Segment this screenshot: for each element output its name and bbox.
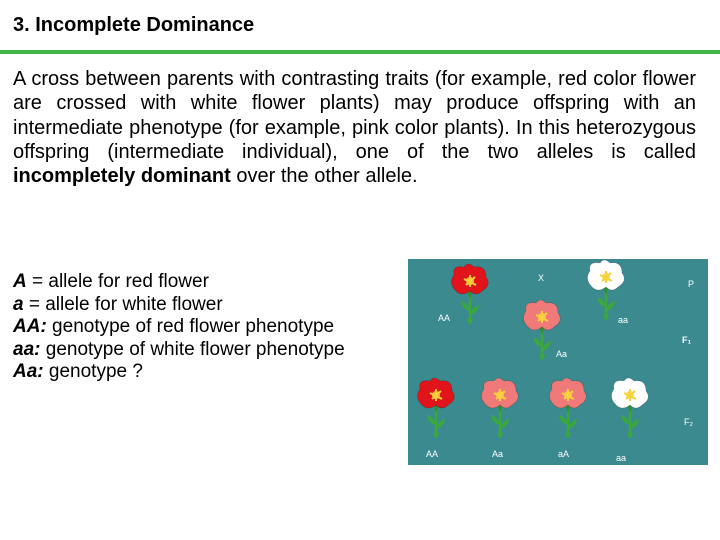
definition-key: A [13, 271, 27, 292]
definition-line [13, 294, 413, 317]
label-p: P [688, 279, 695, 289]
label-f2-aa-white: aa [616, 453, 627, 463]
label-parent-aa-white: aa [618, 315, 629, 325]
label-f2: F₂ [684, 417, 693, 427]
title-divider [0, 50, 720, 54]
label-f1: F₁ [682, 335, 692, 345]
definition-line [13, 271, 413, 294]
paragraph-text-after: over the other allele. [230, 165, 418, 188]
cross-diagram-svg [408, 259, 708, 465]
definition-text: genotype ? [43, 361, 143, 382]
definition-text: genotype of red flower phenotype [46, 316, 335, 337]
definition-key: aa: [13, 338, 41, 360]
definition-text: genotype of white flower phenotype [40, 338, 345, 360]
label-f1-genotype: Aa [556, 349, 568, 359]
intro-paragraph [13, 67, 696, 188]
paragraph-emphasis: incompletely dominant [13, 165, 231, 188]
definition-text: = allele for white flower [23, 293, 223, 315]
cross-diagram [408, 259, 708, 465]
label-f2-aa-red: AA [426, 449, 439, 459]
paragraph-text-before: A cross between parents with contrasting traits (for example, red color flower are crossed with white flower plants) may produce offspring with an intermediate phenotype (for example, pink color plants). In this heterozygous offspring (intermediate individual), one of the two alleles is called [13, 68, 696, 163]
definition-line [13, 339, 413, 362]
allele-definitions [13, 271, 413, 384]
definition-line [13, 361, 413, 384]
definition-key: Aa: [13, 361, 44, 382]
figure-background [408, 259, 708, 465]
definition-line [13, 316, 413, 339]
slide-title: 3. Incomplete Dominance [13, 14, 255, 36]
definition-key: a [13, 293, 24, 315]
cross-symbol: X [538, 273, 545, 283]
label-f2-aa-pink-2: aA [558, 449, 570, 459]
label-parent-aa-red: AA [438, 313, 451, 323]
definition-key: AA: [13, 316, 47, 337]
label-f2-aa-pink-1: Aa [492, 449, 504, 459]
definition-text: = allele for red flower [26, 271, 209, 292]
